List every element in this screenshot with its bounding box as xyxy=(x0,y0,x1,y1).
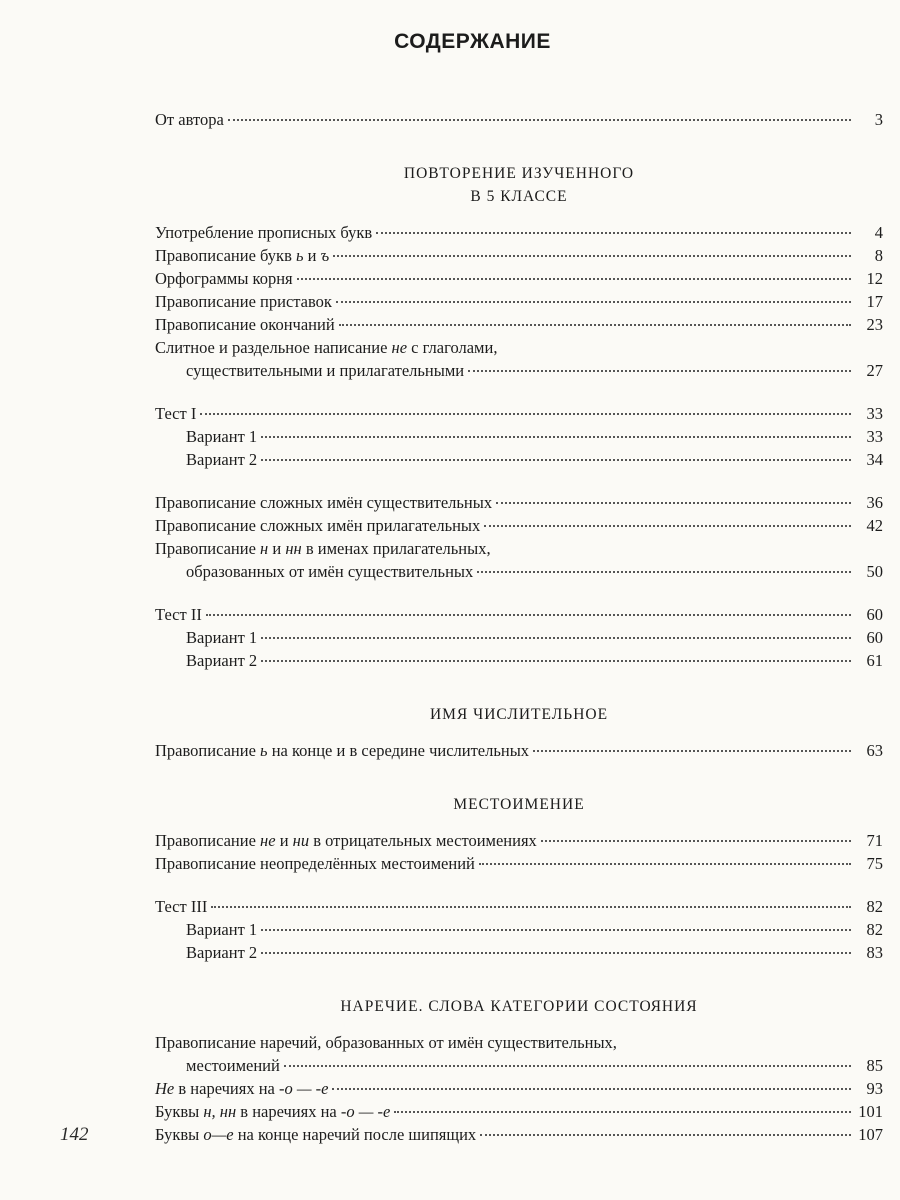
toc-entry-variant[interactable]: Вариант 1 33 xyxy=(186,427,883,446)
toc-entry[interactable]: Правописание ь на конце и в середине числительных 63 xyxy=(155,741,883,760)
toc-entry[interactable]: Слитное и раздельное написание не с глаголами, существительными и прилагательными 27 xyxy=(155,338,883,380)
toc-entry-test[interactable]: Тест III 82 xyxy=(155,897,883,916)
toc-entry-variant[interactable]: Вариант 1 82 xyxy=(186,920,883,939)
section-heading: ПОВТОРЕНИЕ ИЗУЧЕННОГО xyxy=(403,165,635,182)
page-title: СОДЕРЖАНИЕ xyxy=(394,30,551,53)
section-heading: НАРЕЧИЕ. СЛОВА КАТЕГОРИИ СОСТОЯНИЯ xyxy=(340,998,698,1015)
toc-entry[interactable]: Правописание окончаний 23 xyxy=(155,315,883,334)
toc-entry[interactable]: Правописание неопределённых местоимений 75 xyxy=(155,854,883,873)
toc-entry[interactable]: Правописание н и нн в именах прилагательных, образованных от имён существительных 50 xyxy=(155,539,883,581)
toc-entry[interactable]: Правописание сложных имён существительных 36 xyxy=(155,493,883,512)
toc-entry-test[interactable]: Тест II 60 xyxy=(155,605,883,624)
toc-entry[interactable]: Правописание приставок 17 xyxy=(155,292,883,311)
toc-entry-from-author[interactable]: От автора 3 xyxy=(155,110,883,129)
toc-entry-variant[interactable]: Вариант 2 61 xyxy=(186,651,883,670)
page-number-footer: 142 xyxy=(60,1124,89,1145)
toc-entry-variant[interactable]: Вариант 2 34 xyxy=(186,450,883,469)
toc-entry[interactable]: Правописание сложных имён прилагательных 42 xyxy=(155,516,883,535)
section-heading-line2: В 5 КЛАССЕ xyxy=(470,188,568,205)
toc-entry[interactable]: Не в наречиях на -о — -е 93 xyxy=(155,1079,883,1098)
toc-entry[interactable]: Буквы н, нн в наречиях на -о — -е 101 xyxy=(155,1102,883,1121)
toc-entry[interactable]: Правописание букв ь и ъ 8 xyxy=(155,246,883,265)
section-heading: ИМЯ ЧИСЛИТЕЛЬНОЕ xyxy=(429,706,609,723)
toc-entry[interactable]: Правописание не и ни в отрицательных местоимениях 71 xyxy=(155,831,883,850)
toc-entry-variant[interactable]: Вариант 1 60 xyxy=(186,628,883,647)
toc-entry[interactable]: Правописание наречий, образованных от имён существительных, местоимений 85 xyxy=(155,1033,883,1075)
toc-entry-variant[interactable]: Вариант 2 83 xyxy=(186,943,883,962)
toc-entry[interactable]: Употребление прописных букв 4 xyxy=(155,223,883,242)
toc-entry[interactable]: Буквы о—е на конце наречий после шипящих 107 xyxy=(155,1125,883,1144)
toc-entry-test[interactable]: Тест I 33 xyxy=(155,404,883,423)
toc-entry[interactable]: Орфограммы корня 12 xyxy=(155,269,883,288)
table-of-contents xyxy=(155,108,883,1146)
page-number: 3 xyxy=(874,110,883,129)
section-heading: МЕСТОИМЕНИЕ xyxy=(453,796,585,813)
